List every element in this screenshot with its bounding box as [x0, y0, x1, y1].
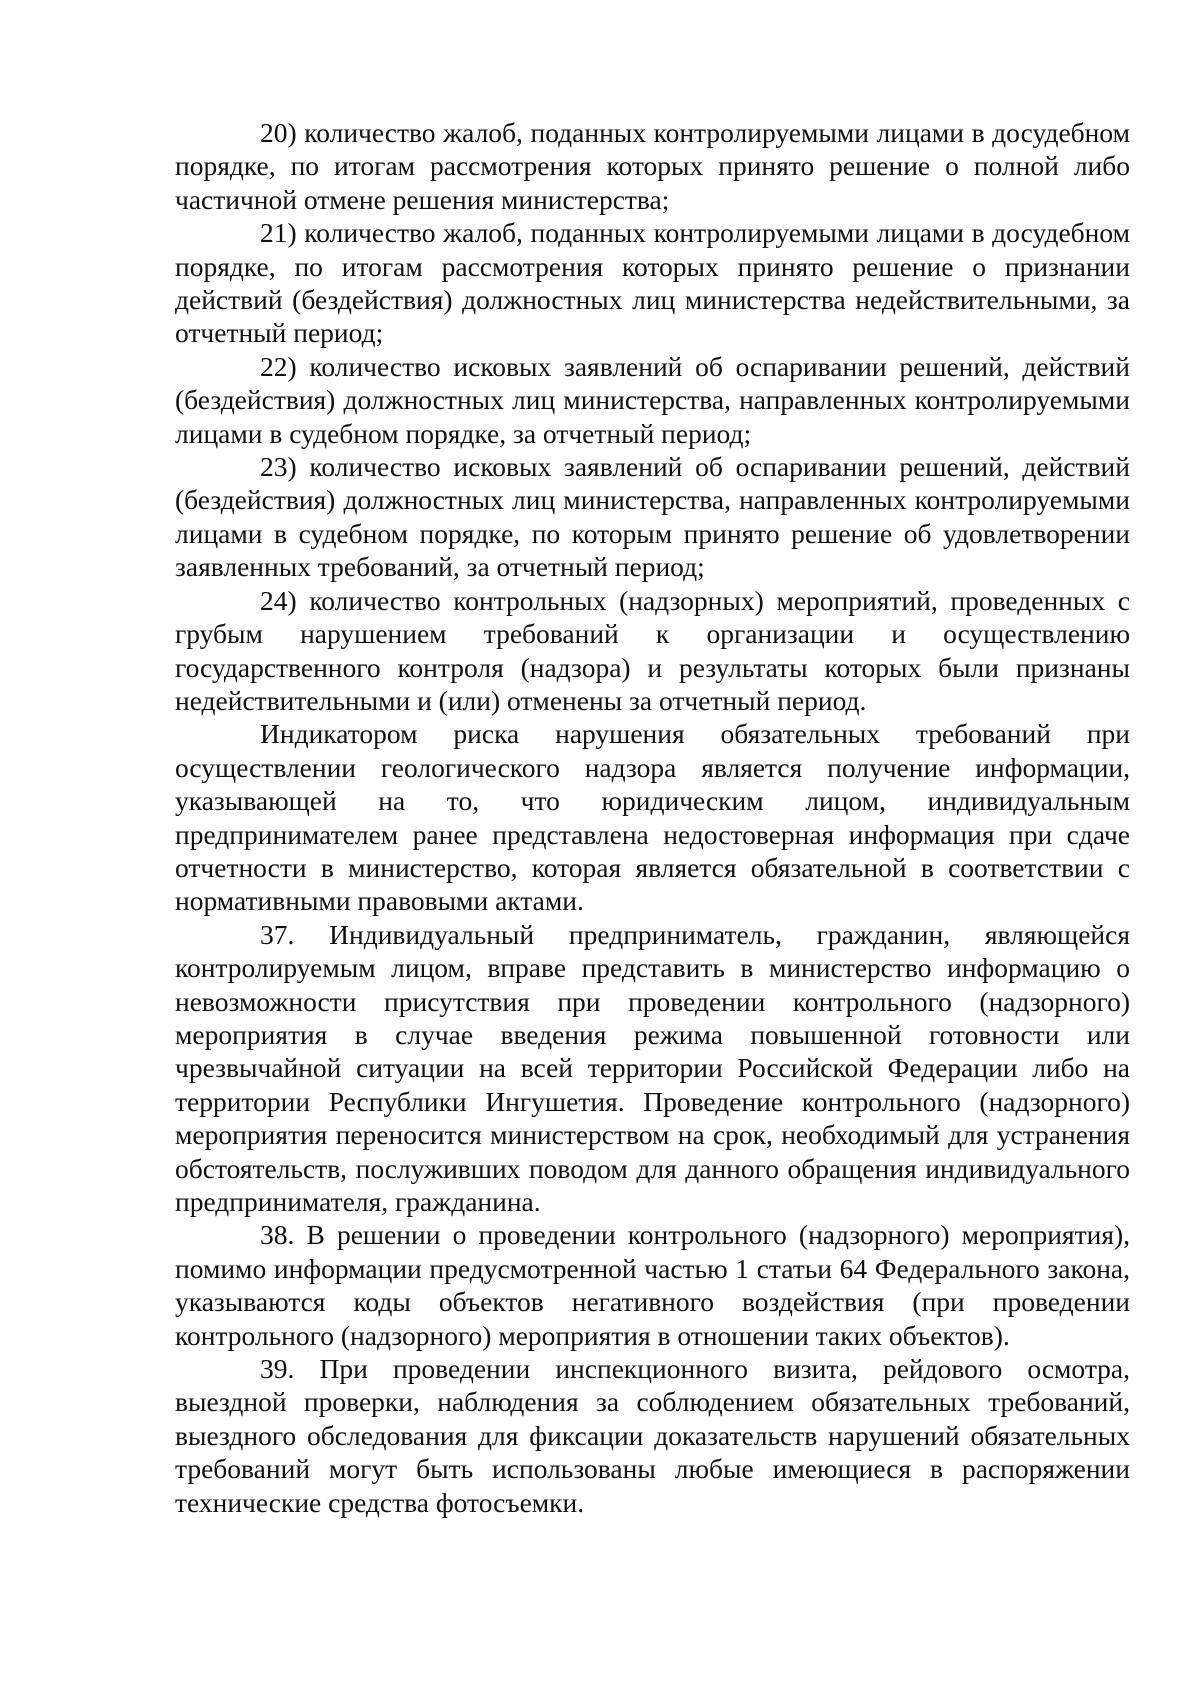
paragraph-item-21: 21) количество жалоб, поданных контролируемыми лицами в досудебном порядке, по итогам рассмотрения которых принято решение о признании действий (бездействия) должностных лиц министерства недействительными, за отчетный период;	[175, 217, 1130, 349]
paragraph-item-20: 20) количество жалоб, поданных контролируемыми лицами в досудебном порядке, по итогам рассмотрения которых принято решение о полной либо частичной отмене решения министерства;	[175, 117, 1130, 215]
paragraph-risk-indicator: Индикатором риска нарушения обязательных требований при осуществлении геологического надзора является получение информации, указывающей на то, что юридическим лицом, индивидуальным предпринимателем ранее представлена недостоверная информация при сдаче отчетности в министерство, которая является обязательной в соответствии с нормативными правовыми актами.	[175, 718, 1130, 917]
paragraph-clause-39: 39. При проведении инспекционного визита, рейдового осмотра, выездной проверки, наблюдения за соблюдением обязательных требований, выездного обследования для фиксации доказательств нарушений обязательных требований могут быть использованы любые имеющиеся в распоряжении технические средства фотосъемки.	[175, 1353, 1130, 1518]
paragraph-clause-37: 37. Индивидуальный предприниматель, гражданин, являющейся контролируемым лицом, вправе представить в министерство информацию о невозможности присутствия при проведении контрольного (надзорного) мероприятия в случае введения режима повышенной готовности или чрезвычайной ситуации на всей территории Российской Федерации либо на территории Республики Ингушетия. Проведение контрольного (надзорного) мероприятия переносится министерством на срок, необходимый для устранения обстоятельств, послуживших поводом для данного обращения индивидуального предпринимателя, гражданина.	[175, 918, 1130, 1217]
paragraph-item-24: 24) количество контрольных (надзорных) мероприятий, проведенных с грубым нарушением требований к организации и осуществлению государственного контроля (надзора) и результаты которых были признаны недействительными и (или) отменены за отчетный период.	[175, 584, 1130, 716]
paragraph-item-23: 23) количество исковых заявлений об оспаривании решений, действий (бездействия) должностных лиц министерства, направленных контролируемыми лицами в судебном порядке, по которым принято решение об удовлетворении заявленных требований, за отчетный период;	[175, 451, 1130, 583]
document-body	[175, 116, 1130, 1519]
paragraph-clause-38: 38. В решении о проведении контрольного (надзорного) мероприятия), помимо информации предусмотренной частью 1 статьи 64 Федерального закона, указываются коды объектов негативного воздействия (при проведении контрольного (надзорного) мероприятия в отношении таких объектов).	[175, 1219, 1130, 1351]
paragraph-item-22: 22) количество исковых заявлений об оспаривании решений, действий (бездействия) должностных лиц министерства, направленных контролируемыми лицами в судебном порядке, за отчетный период;	[175, 350, 1130, 449]
